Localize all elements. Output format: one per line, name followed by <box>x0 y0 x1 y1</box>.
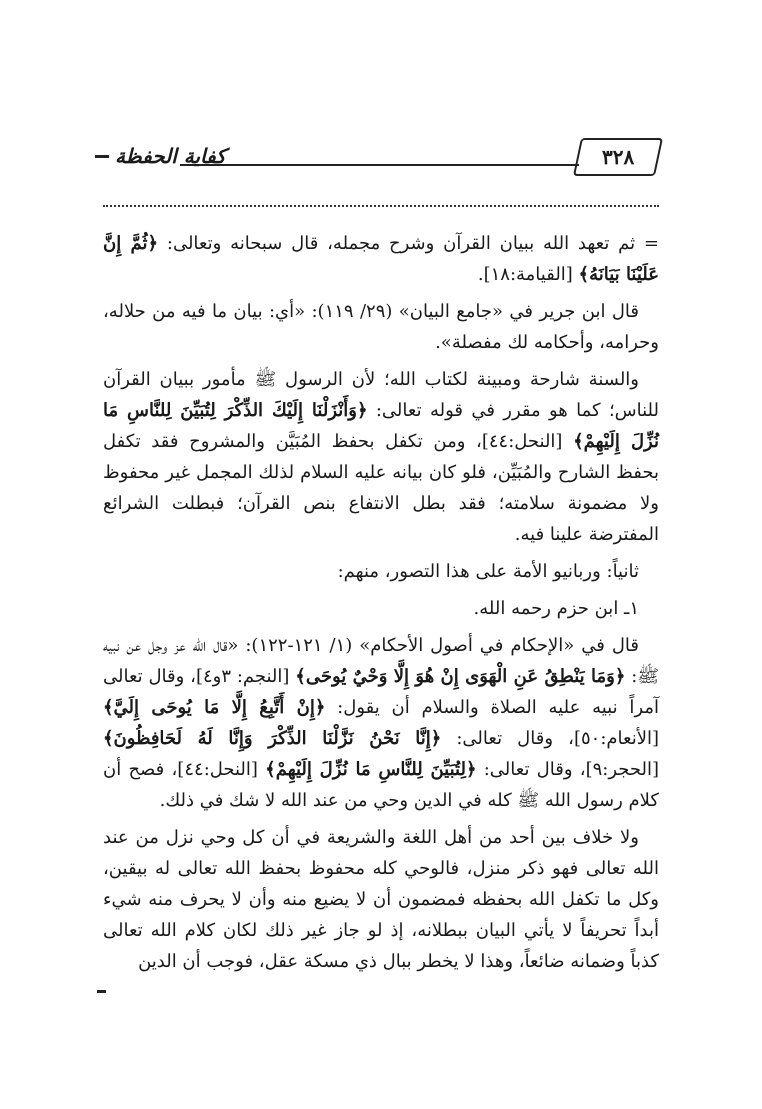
text-segment: [القيامة:١٨]. <box>477 264 579 285</box>
paragraph <box>103 593 659 624</box>
continuation-dash <box>97 990 106 993</box>
page-number-badge <box>573 138 663 176</box>
text-segment: = ثم تعهد الله ببيان القرآن وشرح مجمله، قال سبحانه وتعالى: <box>158 233 659 254</box>
text-segment: ولا خلاف بين أحد من أهل اللغة والشريعة في أن كل وحي نزل من عند الله تعالى فهو ذكر منزل، فالوحي كله محفوظ بحفظ الله تعالى له بيقين، وكل ما تكفل الله بحفظه فمضمون أن لا يضيع منه وأن لا يحرف منه شيء أبداً تحريفاً لا يأتي البيان ببطلانه، إذ لو جاز غير ذلك لكان كلام الله تعالى كذباً وضمانه ضائعاً، وهذا لا يخطر ببال ذي مسكة عقل، فوجب أن الدين <box>103 827 659 972</box>
paragraph <box>103 364 659 550</box>
paragraph <box>103 630 659 816</box>
title-dash <box>95 155 109 158</box>
body-text <box>103 228 659 983</box>
paragraph <box>103 556 659 587</box>
text-segment: [النحل:٤٤]، فصح أن كلام رسول الله ﷺ كله في الدين وحي من عند الله لا شك في ذلك. <box>103 759 659 811</box>
paragraph <box>103 822 659 977</box>
quran-verse: ﴿ثُمَّ إِنَّ عَلَيْنَا بَيَانَهُ﴾ <box>103 233 659 285</box>
paragraph <box>103 296 659 358</box>
text-segment: والسنة شارحة ومبينة لكتاب الله؛ لأن الرسول ﷺ مأمور ببيان القرآن للناس؛ كما هو مقرر في قوله تعالى: <box>103 369 659 421</box>
running-title <box>95 144 226 168</box>
text-segment: قال ابن جرير في «جامع البيان» (٢٩/ ١١٩): «أي: بيان ما فيه من حلاله، وحرامه، وأحكامه لك مفصلة». <box>103 301 659 353</box>
text-segment: ١ـ ابن حزم رحمه الله. <box>473 598 639 619</box>
text-segment: ثانياً: وربانيو الأمة على هذا التصور، منهم: <box>337 561 639 582</box>
text-segment: [النجم: ٣و٤]، وقال تعالى آمراً نبيه عليه الصلاة والسلام أن يقول: <box>103 666 659 718</box>
quran-verse: ﴿إِنَّا نَحْنُ نَزَّلْنَا الذِّكْرَ وَإِنَّا لَهُ لَحَافِظُونَ﴾ <box>103 728 442 749</box>
text-segment: [الأنعام:٥٠]، وقال تعالى: <box>441 728 659 749</box>
paragraph <box>103 228 659 290</box>
quran-verse: ﴿لِتُبَيِّنَ لِلنَّاسِ مَا نُزِّلَ إِلَيْهِمْ﴾ <box>265 759 477 780</box>
book-title: كفاية الحفظة <box>115 144 226 168</box>
quran-verse: ﴿إِنْ أَتَّبِعُ إِلَّا مَا يُوحَى إِلَيَّ﴾ <box>103 697 326 718</box>
page-number: ٣٢٨ <box>601 145 635 169</box>
text-segment: [الحجر:٩]، وقال تعالى: <box>476 759 660 780</box>
header-rule <box>180 164 579 166</box>
quran-verse: ﴿وَمَا يَنْطِقُ عَنِ الْهَوَى إِنْ هُوَ إِلَّا وَحْيٌ يُوحَى﴾ <box>295 666 626 687</box>
quran-verse: ﴿وَأَنْزَلْنَا إِلَيْكَ الذِّكْرَ لِتُبَيِّنَ لِلنَّاسِ مَا نُزِّلَ إِلَيْهِمْ﴾ <box>103 400 659 452</box>
text-segment: قال في «الإحكام في أصول الأحكام» (١/ ١٢١-١٢٢): «قال الله عز وجل عن نبيه ﷺ: <box>103 635 660 687</box>
dotted-separator <box>103 205 659 207</box>
text-segment: [النحل:٤٤]، ومن تكفل بحفظ المُبَيَّن والمشروح فقد تكفل بحفظ الشارح والمُبَيِّن، فلو كان بيانه عليه السلام لذلك المجمل غير محفوظ ولا مضمونة سلامته؛ فقد بطل الانتفاع بنص القرآن؛ فبطلت الشرائع المفترضة علينا فيه. <box>103 431 659 545</box>
page-header <box>95 138 665 188</box>
